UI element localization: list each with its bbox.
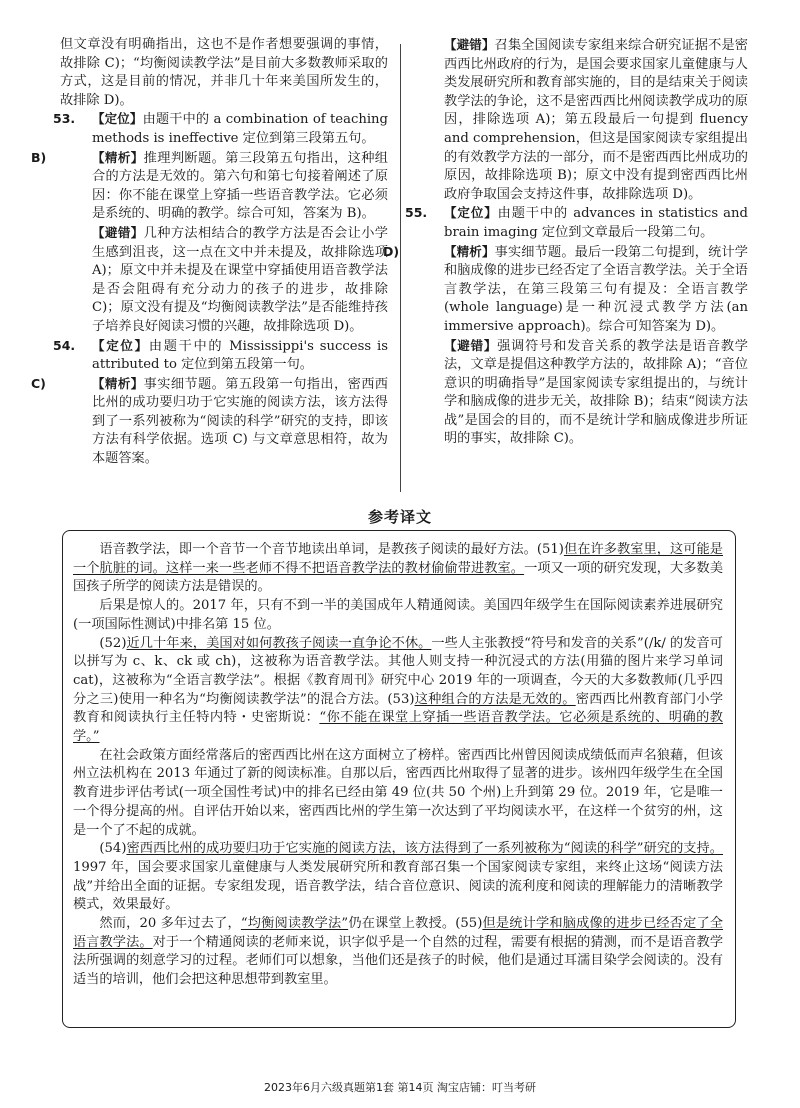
q54-avoid xyxy=(412,36,748,204)
q54-locate xyxy=(53,337,388,375)
text-run: 1997 年，国会要求国家儿童健康与人类发展研究所和教育部召集一个国家阅读专家组，来终止这场“阅读方法战”并给出全面的证据。专家组发现，语音教学法，结合音位意识、阅读的流利度和阅读的理解能力的清晰教学模式，效果最好。 xyxy=(73,859,723,913)
underlined-quote: “你不能在课堂上穿插一些语音教学法。它必须是系统的、明确的教学。” xyxy=(73,710,723,745)
text-run: 然而，20 多年过去了， xyxy=(99,916,241,932)
q53-answer: B) xyxy=(31,149,47,165)
q55-analysis-text: 事实细节题。最后一段第二句提到，统计学和脑成像的进步已经否定了全语言教学法。关于全语言教学法，在第三段第三句有提及：全语言教学(whole language)是一种沉浸式教学方法(an immersive approach)。综合可知答案为 D)。 xyxy=(444,244,748,334)
q55-locate xyxy=(405,204,748,242)
locate-tag: 【定位】 xyxy=(92,111,143,127)
translation-paragraph-1 xyxy=(73,541,723,597)
q54-avoid-text: 召集全国阅读专家组来综合研究证据不是密西西比州政府的行为，是国会要求国家儿童健康与人类发展研究所和教育部实施的，目的是结束关于阅读教学法的争论，这不是密西西比州阅读教学成功的原因，排除选项 A)；第五段最后一句提到 fluency and comprehension，但这是国家阅读专家组提出的有效教学方法的一部分，而不是密西西比州成功的原因，故排除选项 B)；原文中没有提到密西西比州政府争取国会支持这件事，故排除选项 D)。 xyxy=(444,38,748,202)
translation-paragraph-2: 后果是惊人的。2017 年，只有不到一半的美国成年人精通阅读。美国四年级学生在国际阅读素养进展研究(一项国际性测试)中排名第 15 位。 xyxy=(73,598,723,632)
avoid-tag: 【避错】 xyxy=(92,224,144,240)
text-run: 仍在课堂上教授。(55) xyxy=(348,916,483,932)
q55-analysis xyxy=(383,243,748,337)
underlined-answer-55: 但是统计学和脑成像的进步已经否定了全语言教学法。 xyxy=(73,916,724,950)
q55-answer: D) xyxy=(383,243,400,259)
q55-avoid-text: 强调符号和发音关系的教学法是语音教学法，文章是提倡这种教学方法的，故排除 A)；“音位意识的明确指导”是国家阅读专家组提出的，与统计学和脑成像的进步无关，故排除 B)；结束“阅读方法战”是国会的目的，而不是统计学和脑成像进步所证明的事实，故排除 C)。 xyxy=(444,338,748,447)
q52-continuation: 但文章没有明确指出，这也不是作者想要强调的事情，故排除 C)；“均衡阅读教学法”是目前大多数教师采取的方式，这是目前的情况，并非几十年来美国所发生的，故排除 D)。 xyxy=(60,37,388,108)
underlined-answer-53: 这种组合的方法是无效的。 xyxy=(414,691,576,707)
translation-box xyxy=(62,530,736,1028)
locate-tag: 【定位】 xyxy=(92,337,149,353)
translation-paragraph-6 xyxy=(73,915,723,990)
text-run: (52) xyxy=(99,635,127,651)
underlined-method-name: “均衡阅读教学法” xyxy=(240,916,349,932)
left-column xyxy=(31,36,388,469)
q55-number: 55. xyxy=(405,205,428,221)
analysis-tag: 【精析】 xyxy=(92,149,144,165)
text-run: 一些人主张教授“符号和发音的关系”(/k/ 的发音可以拼写为 c、k、ck 或 ch)，这被称为语音教学法。其他人则支持一种沉浸式的方法(用猫的图片来学习单词 cat)，这被称为“全语言教学法”。根据《教育周刊》研究中心 2019 年的一项调查，今天的大多数教师(几乎四分之三)使用一种名为“均衡阅读教学法”的混合方法。(53) xyxy=(73,635,723,707)
page-footer: 2023年6月六级真题第1套 第14页 淘宝店铺：叮当考研 xyxy=(264,1081,536,1094)
q53-locate xyxy=(53,110,388,148)
text-run: 对于一个精通阅读的老师来说，识字似乎是一个自然的过程，需要有根据的猜测，而不是语音教学法所强调的刻意学习的过程。老师们可以想象，当他们还是孩子的时候，他们是通过耳濡目染学会阅读的。没有适当的培训，他们会把这种思想带到教室里。 xyxy=(73,934,724,988)
q53-avoid xyxy=(60,224,388,337)
q53-avoid-text: 几种方法相结合的教学方法是否会让小学生感到沮丧，这一点在文中并未提及，故排除选项 A)；原文中并未提及在课堂中穿插使用语音教学法是否会阻碍有充分动力的孩子的进步，故排除 C)；原文没有提及“均衡阅读教学法”是否能维持孩子培养良好阅读习惯的兴趣，故排除选项 D)。 xyxy=(92,225,388,334)
avoid-tag: 【避错】 xyxy=(444,37,495,52)
translation-paragraph-3 xyxy=(73,635,723,747)
text-run: 一项又一项的研究发现，大多数美国孩子所学的阅读方法是错误的。 xyxy=(73,560,724,595)
q55-locate-text: 由题干中的 advances in statistics and brain imaging 定位到文章最后一段第二句。 xyxy=(444,206,748,240)
q53-number: 53. xyxy=(53,111,76,127)
q54-analysis xyxy=(31,375,388,469)
translation-paragraph-5 xyxy=(73,840,723,915)
locate-tag: 【定位】 xyxy=(444,205,498,221)
underlined-answer-54: 密西西比州的成功要归功于它实施的阅读方法，该方法得到了一系列被称为“阅读的科学”研究的支持。 xyxy=(126,841,723,857)
q54-answer: C) xyxy=(31,375,46,391)
translation-title: 参考译文 xyxy=(367,508,432,526)
q54-locate-text: 由题干中的 Mississippi's success is attributed to 定位到第五段第一句。 xyxy=(92,338,388,373)
underlined-answer-51: 但在许多教室里，这可能是一个肮脏的词。这样一来一些老师不得不把语音教学法的教材偷偷带进教室。 xyxy=(73,542,723,576)
q55-avoid xyxy=(412,337,748,450)
q53-locate-text: 由题干中的 a combination of teaching methods is ineffective 定位到第三段第五句。 xyxy=(92,112,388,146)
underlined-answer-52: 近几十年来，美国对如何教孩子阅读一直争论不休。 xyxy=(126,635,432,651)
q54-number: 54. xyxy=(53,337,76,353)
analysis-tag: 【精析】 xyxy=(92,375,144,391)
text-run: (54) xyxy=(99,841,127,857)
text-run: 密西西比州教育部门小学教育和阅读执行主任特内特・史密斯说： xyxy=(73,691,724,726)
text-run: 语音教学法，即一个音节一个音节地读出单词，是教孩子阅读的最好方法。(51) xyxy=(99,542,564,557)
q53-analysis-text: 推理判断题。第三段第五句指出，这种组合的方法是无效的。第六句和第七句接着阐述了原因：你不能在课堂上穿插一些语音教学法。它必须是系统的、明确的教学。综合可知，答案为 B)。 xyxy=(92,150,388,222)
right-column xyxy=(383,36,748,449)
q53-analysis xyxy=(31,149,388,224)
analysis-tag: 【精析】 xyxy=(444,243,495,259)
q54-analysis-text: 事实细节题。第五段第一句指出，密西西比州的成功要归功于它实施的阅读方法，该方法得到了一系列被称为“阅读的科学”研究的支持，即该方法有科学依据。选项 C) 与文章意思相符，故为本题答案。 xyxy=(92,376,388,467)
column-divider xyxy=(400,44,401,492)
translation-paragraph-4: 在社会政策方面经常落后的密西西比州在这方面树立了榜样。密西西比州曾因阅读成绩低而声名狼藉，但该州立法机构在 2013 年通过了新的阅读标准。自那以后，密西西比州取得了显著的进步。该州四年级学生在全国教育进步评估考试(一项全国性考试)中的排名已经由第 49 位(共 50 个州)上升到第 29 位。2019 年，它是唯一一个得分提高的州。自评估开始以来，密西西比州的学生第一次达到了平均阅读水平，在这样一个贫穷的州，这是一个了不起的成就。 xyxy=(73,747,723,838)
avoid-tag: 【避错】 xyxy=(444,337,498,353)
